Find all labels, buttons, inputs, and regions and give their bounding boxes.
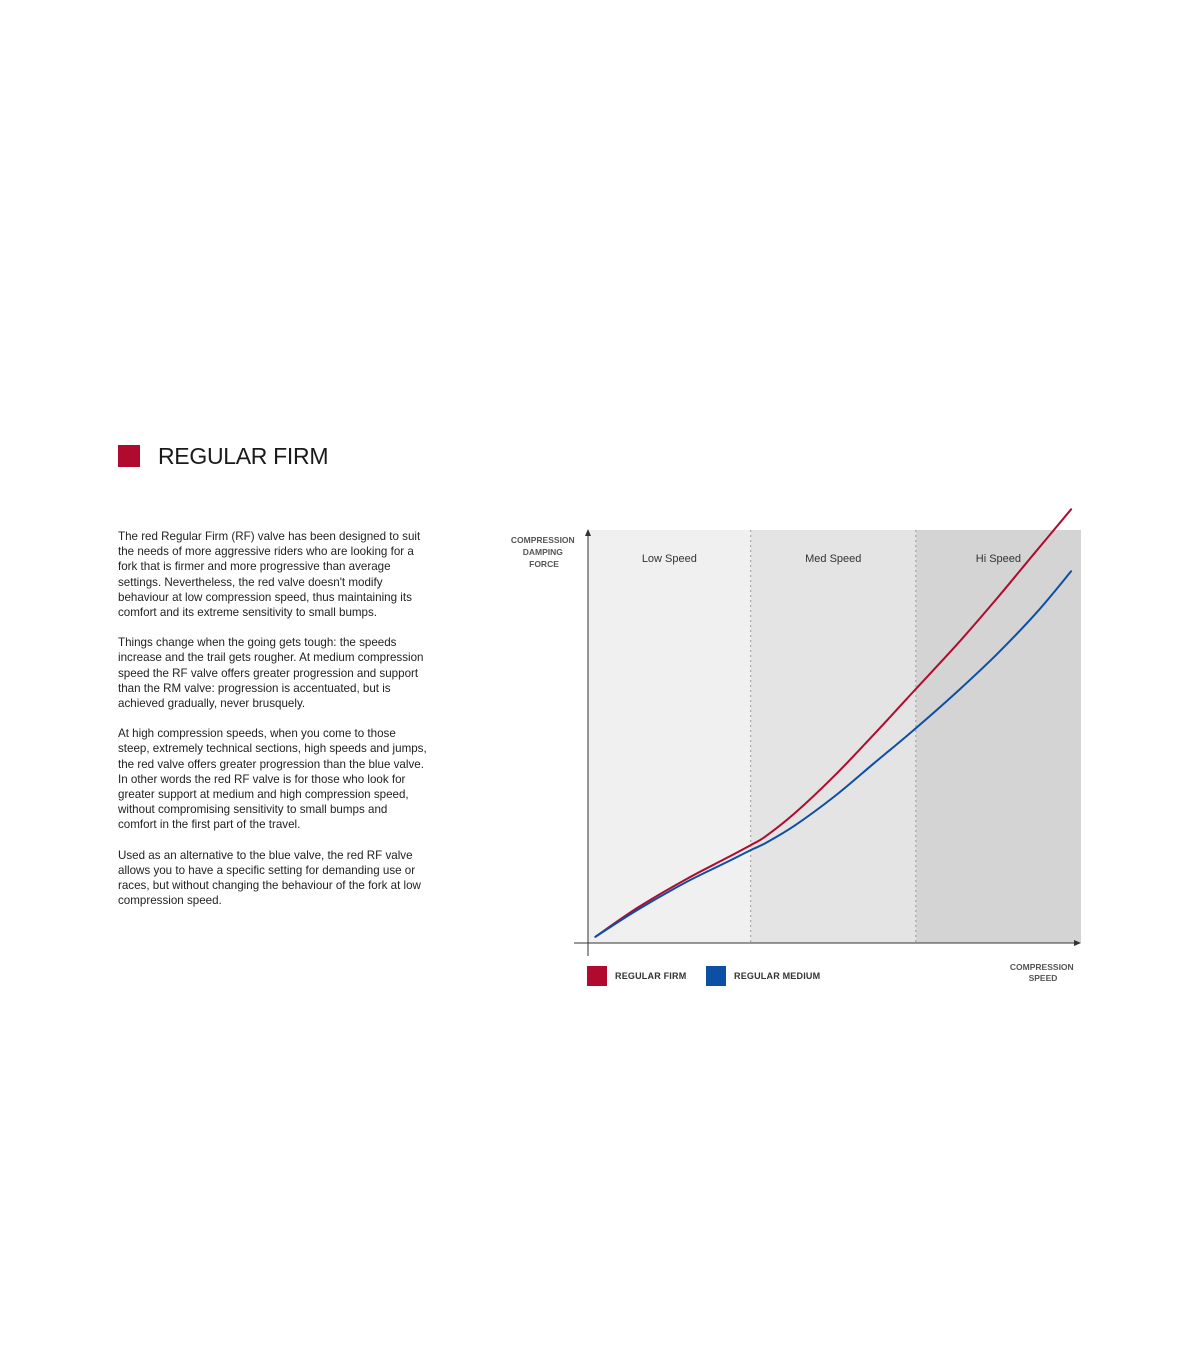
paragraph-2: Things change when the going gets tough: the speeds increase and the trail gets rougher. At medium compression speed the RF valve offers greater progression and support than the RM valve: progression is accentuated, but is achieved gradually, never brusquely. (118, 636, 424, 711)
zone-label-med-speed: Med Speed (805, 553, 862, 565)
description-text (118, 529, 428, 923)
legend-item-regular-firm (587, 966, 686, 986)
legend-label-regular-firm: REGULAR FIRM (615, 971, 687, 981)
y-axis-label: COMPRESSION DAMPING FORCE (510, 535, 575, 569)
x-axis-label: COMPRESSION SPEED (1009, 962, 1074, 983)
paragraph-3: At high compression speeds, when you come to those steep, extremely technical sections, high speeds and jumps, the red valve offers greater progression than the blue valve. In other words the red RF valve is for those who look for greater support at medium and high compression speed, without compromising sensitivity to small bumps and comfort in the first part of the travel. (118, 727, 427, 832)
zone-label-low-speed: Low Speed (641, 553, 697, 565)
zone-low-speed (588, 530, 751, 943)
zone-med-speed (751, 530, 916, 943)
paragraph-4: Used as an alternative to the blue valve, the red RF valve allows you to have a specific setting for demanding use or races, but without changing the behaviour of the fork at low compression speed. (118, 848, 421, 908)
legend-swatch-red (587, 966, 607, 986)
red-square-icon (118, 445, 140, 467)
page-title: REGULAR FIRM (158, 442, 329, 469)
legend-swatch-blue (706, 966, 726, 986)
section-header (118, 440, 328, 472)
zone-label-hi-speed: Hi Speed (975, 553, 1022, 565)
zone-hi-speed (916, 530, 1081, 943)
legend-label-regular-medium: REGULAR MEDIUM (734, 971, 821, 981)
legend-item-regular-medium (706, 966, 820, 986)
paragraph-1: The red Regular Firm (RF) valve has been designed to suit the needs of more aggressive riders who are looking for a fork that is firmer and more progressive than average settings. Nevertheless, the red valve doesn't modify behaviour at low compression speed, thus maintaining its comfort and its extreme sensitivity to small bumps. (118, 530, 421, 620)
